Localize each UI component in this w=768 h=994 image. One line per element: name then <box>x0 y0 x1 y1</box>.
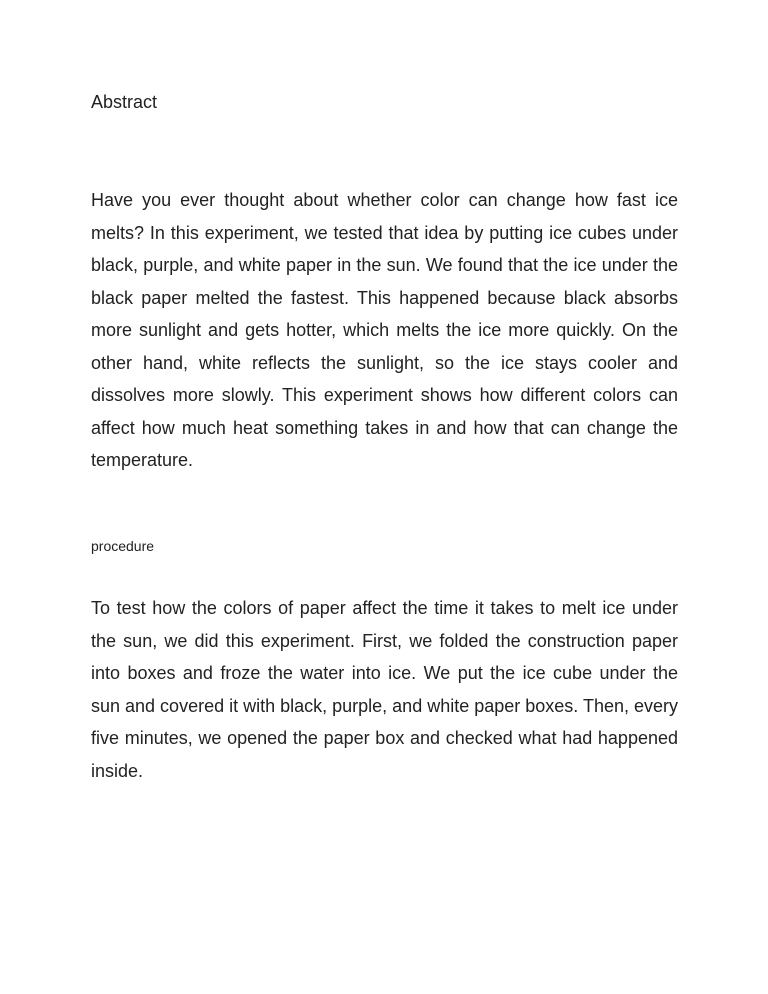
abstract-heading: Abstract <box>91 92 158 112</box>
procedure-paragraph: To test how the colors of paper affect the time it takes to melt ice under the sun, we did this experiment. First, we folded the construction paper into boxes and froze the water into ice. We put the ice cube under the sun and covered it with black, purple, and white paper boxes. Then, every five minutes, we opened the paper box and checked what had happened inside. <box>91 598 679 781</box>
procedure-heading: procedure <box>91 538 155 554</box>
abstract-paragraph: Have you ever thought about whether color can change how fast ice melts? In this experiment, we tested that idea by putting ice cubes under black, purple, and white paper in the sun. We found that the ice under the black paper melted the fastest. This happened because black absorbs more sunlight and gets hotter, which melts the ice more quickly. On the other hand, white reflects the sunlight, so the ice stays cooler and dissolves more slowly. This experiment shows how different colors can affect how much heat something takes in and how that can change the temperature. <box>91 190 678 470</box>
